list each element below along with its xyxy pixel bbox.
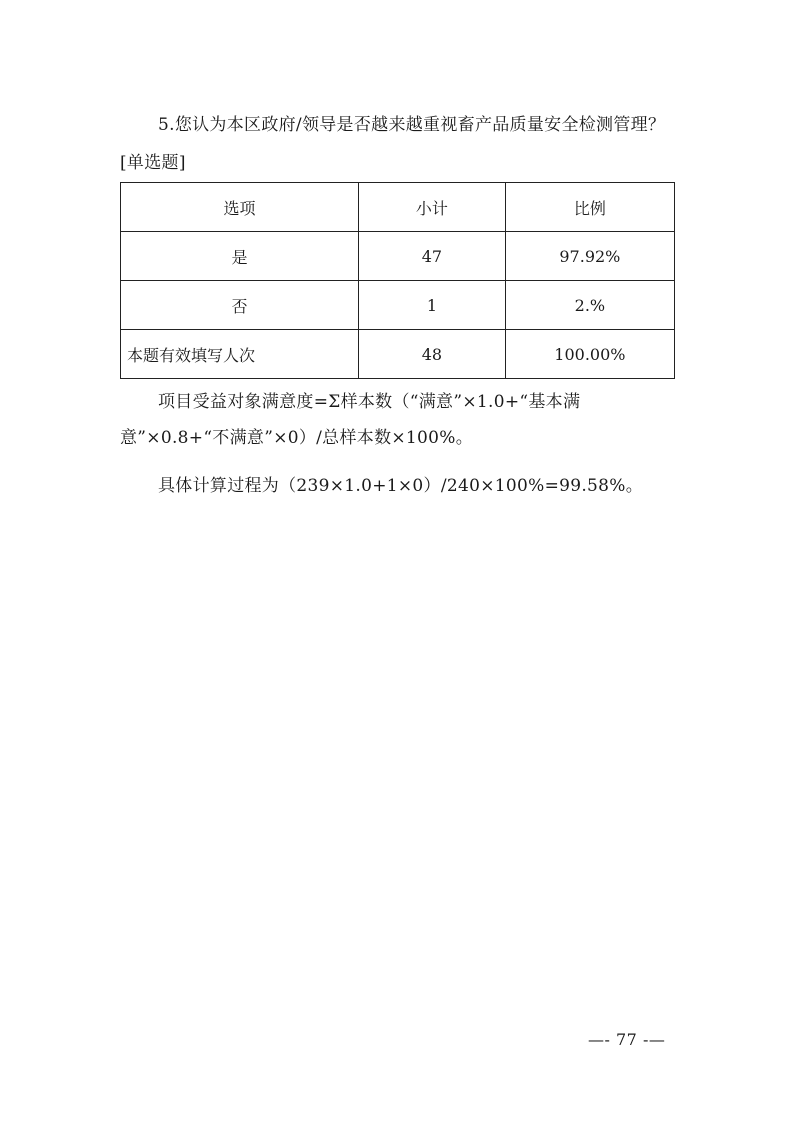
cell-option: 否 bbox=[121, 281, 359, 330]
header-option: 选项 bbox=[121, 183, 359, 232]
survey-result-table bbox=[120, 182, 675, 379]
cell-ratio: 97.92% bbox=[505, 232, 674, 281]
question-label: 5.您认为本区政府/领导是否越来越重视畜产品质量安全检测管理？[单选题] bbox=[120, 115, 666, 173]
table-row bbox=[121, 281, 675, 330]
cell-option: 本题有效填写人次 bbox=[121, 330, 359, 379]
table-row bbox=[121, 232, 675, 281]
calculation-text: 具体计算过程为（239×1.0+1×0）/240×100%=99.58%。 bbox=[158, 476, 644, 496]
formula-text: 项目受益对象满意度=Σ样本数（“满意”×1.0+“基本满意”×0.8+“不满意”×0）/总样本数×100%。 bbox=[120, 392, 581, 448]
cell-count: 47 bbox=[359, 232, 506, 281]
calculation-paragraph bbox=[120, 468, 680, 504]
cell-ratio: 100.00% bbox=[505, 330, 674, 379]
header-count: 小计 bbox=[359, 183, 506, 232]
cell-ratio: 2.% bbox=[505, 281, 674, 330]
cell-option: 是 bbox=[121, 232, 359, 281]
formula-paragraph bbox=[120, 384, 680, 456]
header-ratio: 比例 bbox=[505, 183, 674, 232]
cell-count: 1 bbox=[359, 281, 506, 330]
table-row bbox=[121, 330, 675, 379]
question-text bbox=[120, 106, 680, 182]
table-header-row bbox=[121, 183, 675, 232]
cell-count: 48 bbox=[359, 330, 506, 379]
page-number: —- 77 -— bbox=[588, 1030, 666, 1049]
